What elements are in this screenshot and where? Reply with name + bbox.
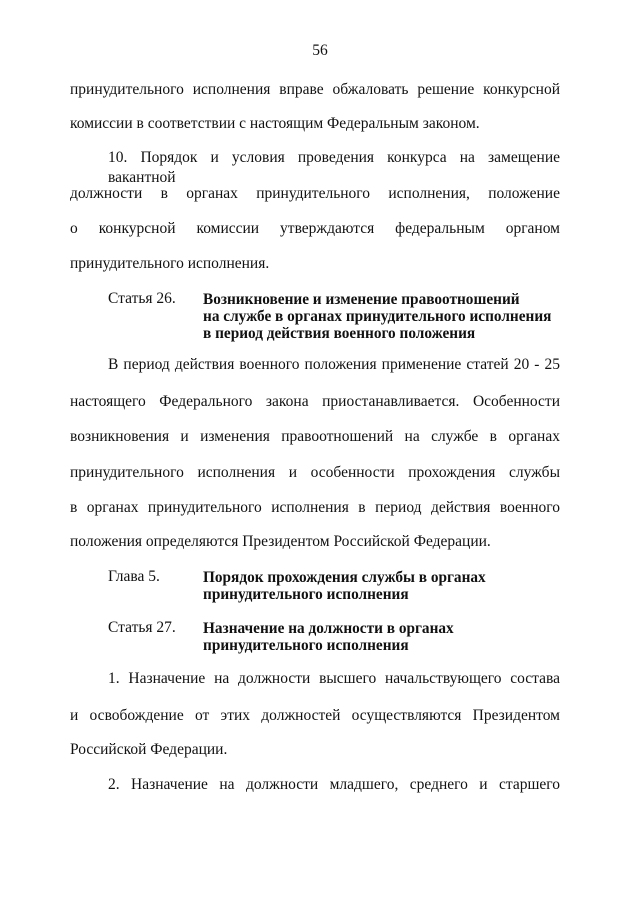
paragraph-line: комиссии в соответствии с настоящим Федеральным законом. <box>70 115 480 132</box>
paragraph-line: принудительного исполнения. <box>70 255 270 272</box>
article-26-label: Статья 26. <box>108 290 176 307</box>
article-26-title <box>203 291 583 342</box>
paragraph-line: 10. Порядок и условия проведения конкурса на замещение вакантной <box>108 149 560 186</box>
article-27-title <box>203 620 583 654</box>
heading-line: Порядок прохождения службы в органах <box>203 569 486 586</box>
chapter-5-title <box>203 569 583 603</box>
heading-line: принудительного исполнения <box>203 586 409 603</box>
paragraph-line: Российской Федерации. <box>70 741 228 758</box>
paragraph-line: 2. Назначение на должности младшего, среднего и старшего <box>108 776 560 793</box>
paragraph-line: принудительного исполнения вправе обжаловать решение конкурсной <box>70 81 560 98</box>
heading-line: Возникновение и изменение правоотношений <box>203 291 520 308</box>
heading-line: в период действия военного положения <box>203 325 476 342</box>
chapter-5-label: Глава 5. <box>108 568 160 585</box>
heading-line: Назначение на должности в органах <box>203 620 454 637</box>
paragraph-line: В период действия военного положения применение статей 20 - 25 <box>108 356 560 373</box>
article-27-label: Статья 27. <box>108 619 176 636</box>
page-number: 56 <box>312 42 328 59</box>
paragraph-line: возникновения и изменения правоотношений на службе в органах <box>70 428 560 445</box>
paragraph-line: в органах принудительного исполнения в период действия военного <box>70 499 560 516</box>
paragraph-line: 1. Назначение на должности высшего начальствующего состава <box>108 670 560 687</box>
heading-line: принудительного исполнения <box>203 637 409 654</box>
heading-line: на службе в органах принудительного исполнения <box>203 308 552 325</box>
paragraph-line: о конкурсной комиссии утверждаются федеральным органом <box>70 220 560 237</box>
paragraph-line: и освобождение от этих должностей осуществляются Президентом <box>70 707 560 724</box>
paragraph-line: положения определяются Президентом Российской Федерации. <box>70 533 491 550</box>
paragraph-line: принудительного исполнения и особенности прохождения службы <box>70 464 560 481</box>
paragraph-line: должности в органах принудительного исполнения, положение <box>70 185 560 202</box>
paragraph-line: настоящего Федерального закона приостанавливается. Особенности <box>70 393 560 410</box>
